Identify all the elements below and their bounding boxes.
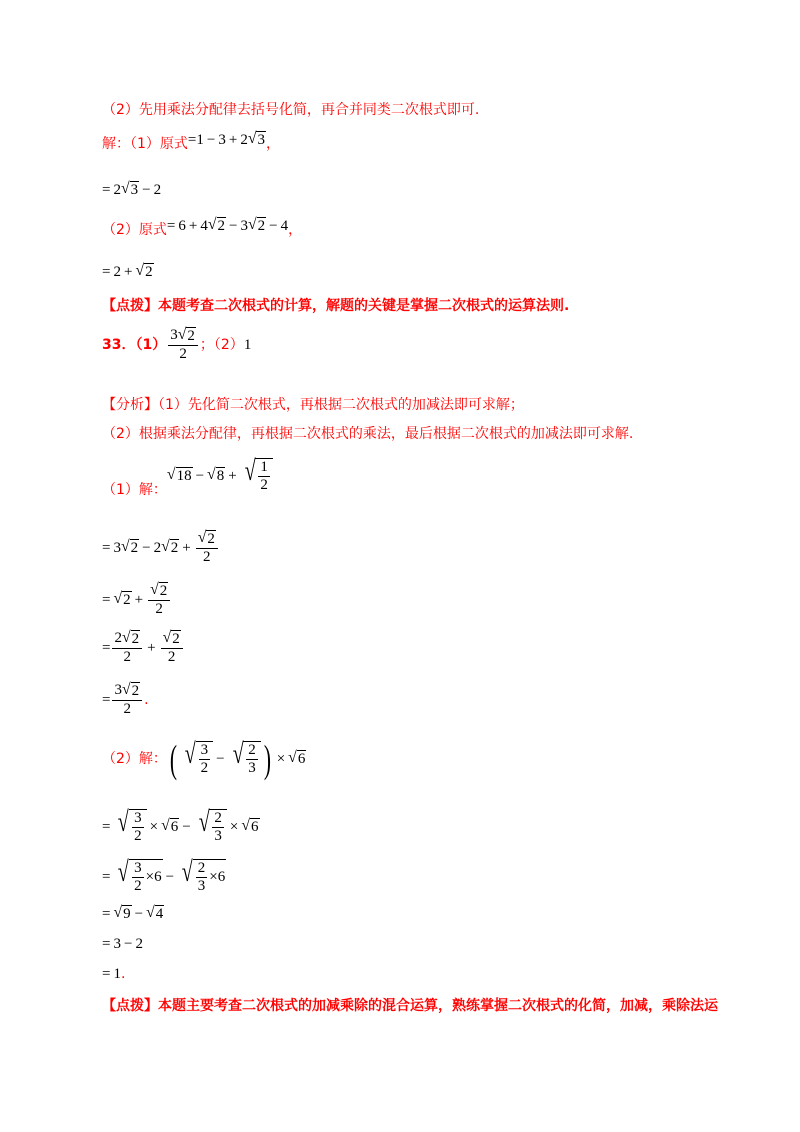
solution-2-start: （2）解： ( √ $\frac{3}{2}$ − √ $\frac{2}{3}$ ) × √ 6 bbox=[102, 737, 306, 781]
step-1a: = 3 √ 2 − 2 √ 2 + √ 2 2 bbox=[102, 528, 220, 568]
formula-line-4: = 2 + √ 2 bbox=[102, 261, 153, 280]
step-2a: = √ $\frac{3}{2}$ × √ 6 − √ $\frac{2}{3}$ × √ 6 bbox=[102, 806, 259, 844]
solution-1-start: （1）解： √ 18 − √ 8 + √ $\frac{1}{2}$ bbox=[102, 455, 273, 505]
tip-line-1: 【点拨】本题考查二次根式的计算，解题的关键是掌握二次根式的运算法则. bbox=[102, 298, 570, 314]
analysis-line-2: （2）根据乘法分配律，再根据二次根式的乘法，最后根据二次根式的加减法即可求解. bbox=[102, 426, 634, 442]
step-2d: = 3 − 2 bbox=[102, 936, 143, 952]
tip-line-2: 【点拨】本题主要考查二次根式的加减乘除的混合运算，熟练掌握二次根式的化简，加减，乘除法运 bbox=[102, 998, 718, 1014]
formula-line-2: = 2 √ 3 − 2 bbox=[102, 179, 162, 198]
step-2b: = √ $\frac{3}{2}$ × 6 − √ $\frac{2}{3}$ × 6 bbox=[102, 856, 226, 894]
step-1b: = √ 2 + √ 2 2 bbox=[102, 580, 172, 620]
question-33-answer: 33．（1） 3 √ 2 2 ；（2） 1 bbox=[102, 325, 252, 362]
step-2e: = 1 . bbox=[102, 966, 126, 982]
step-1d: = 3 √ 2 2 . bbox=[102, 680, 149, 717]
analysis-line-1: 【分析】（1）先化简二次根式，再根据二次根式的加减法即可求解； bbox=[102, 397, 524, 413]
step-2c: = √ 9 − √ 4 bbox=[102, 903, 164, 922]
formula-3: = 6 + 4 √ 2 − 3 √ 2 − 4 bbox=[166, 215, 289, 234]
hint-line-2: （2）先用乘法分配律去括号化简，再合并同类二次根式即可. bbox=[102, 102, 480, 118]
formula-1: = 1 − 3 + 2 √ 3 bbox=[187, 129, 265, 148]
step-1c: = 2 √ 2 2 + √ 2 2 bbox=[102, 628, 185, 668]
solution-line-2: （2）原式 = 6 + 4 √ 2 − 3 √ 2 − 4 ， bbox=[102, 215, 303, 238]
solution-line-1: 解：（1）原式 = 1 − 3 + 2 √ 3 ， bbox=[102, 129, 280, 152]
